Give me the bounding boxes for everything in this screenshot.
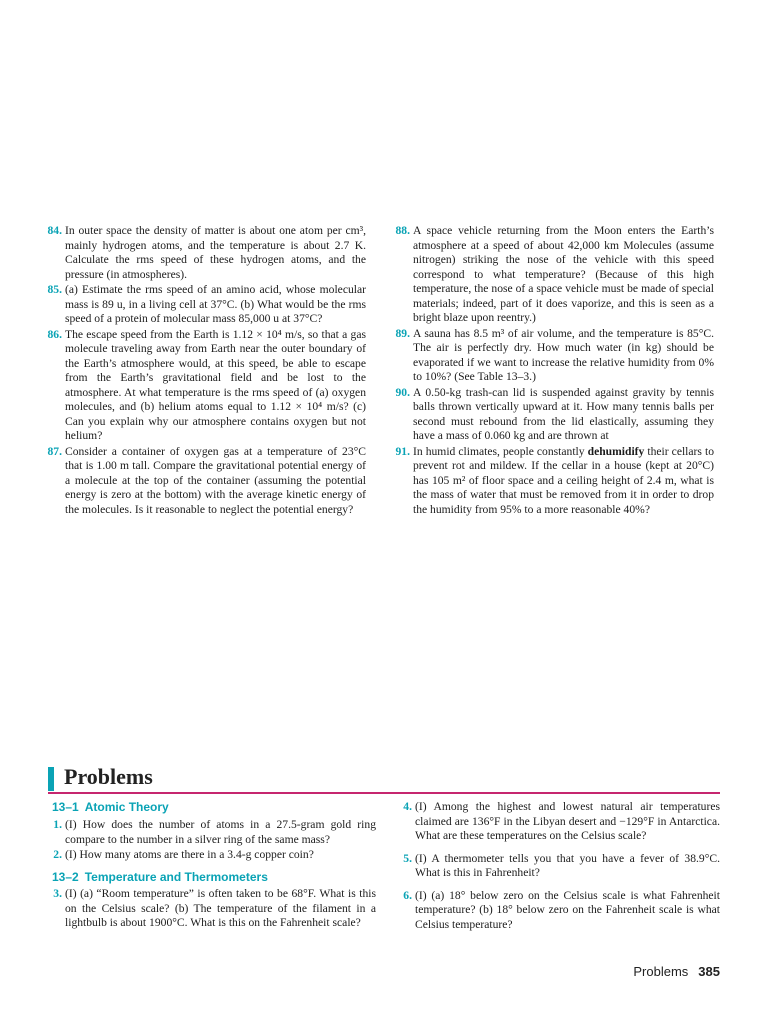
section-heading-13-2 bbox=[52, 870, 268, 884]
problem-number: 6. bbox=[403, 888, 412, 902]
problems-header bbox=[48, 764, 720, 792]
problem-text: (I) Among the highest and lowest natural air temperatures claimed are 136°F in the Libyan desert and −129°F in Antarctica. What are these temperatures on the Celsius scale? bbox=[415, 800, 720, 842]
section-number: 13–1 bbox=[52, 800, 79, 814]
problem-number: 1. bbox=[53, 818, 62, 831]
problem-87 bbox=[42, 445, 366, 518]
problem-number: 87. bbox=[47, 444, 62, 458]
problems-title: Problems bbox=[64, 764, 153, 789]
problem-text: A space vehicle returning from the Moon enters the Earth’s atmosphere at a speed of about 42,000 km Molecules (assume nitrogen) striking the nose of the vehicle with this speed correspond to what temperature? (Because of this high temperature, the nose of a space vehicle must be made of special materials; indeed, part of it does vaporize, and this is seen as a bright blaze upon reentry.) bbox=[413, 224, 714, 324]
page-footer bbox=[633, 964, 720, 979]
footer-label: Problems bbox=[633, 964, 689, 979]
section-title: Temperature and Thermometers bbox=[84, 870, 268, 884]
problem-6 bbox=[392, 889, 720, 933]
bold-term: dehumidify bbox=[587, 444, 645, 458]
problem-85 bbox=[42, 283, 366, 327]
problem-text: (I) A thermometer tells you that you have a fever of 38.9°C. What is this in Fahrenheit? bbox=[415, 851, 720, 879]
problem-text: (a) Estimate the rms speed of an amino acid, whose molecular mass is 89 u, in a living cell at 37°C. (b) What would be the rms speed of a protein of molecular mass 85,000 u at 37°C? bbox=[65, 283, 366, 325]
problem-text-before: In humid climates, people constantly bbox=[413, 444, 588, 458]
problem-89 bbox=[390, 327, 714, 385]
header-rule bbox=[48, 792, 720, 794]
problem-text: A 0.50-kg trash-can lid is suspended against gravity by tennis balls thrown vertically upward at it. How many tennis balls per second must rebound from the lid elastically, assuming they have a mass of 0.060 kg and are thrown at bbox=[413, 385, 714, 442]
section-heading-13-1 bbox=[52, 800, 169, 814]
section-13-1-problems bbox=[42, 818, 376, 863]
problem-number: 2. bbox=[53, 848, 62, 861]
problem-90 bbox=[390, 386, 714, 444]
problem-number: 88. bbox=[395, 224, 410, 237]
problem-2 bbox=[42, 848, 376, 863]
general-problems-right-column bbox=[390, 224, 714, 517]
problem-text: A sauna has 8.5 m³ of air volume, and the temperature is 85°C. The air is perfectly dry. How much water (in kg) should be evaporated if we want to increase the relative humidity from 0% to 10%? (See Table 13–3.) bbox=[413, 326, 714, 383]
problem-3 bbox=[42, 887, 376, 931]
problem-number: 84. bbox=[47, 224, 62, 237]
problem-1 bbox=[42, 818, 376, 847]
page-number: 385 bbox=[698, 964, 720, 979]
problem-text bbox=[413, 445, 714, 518]
problem-text: (I) (a) 18° below zero on the Celsius scale is what Fahrenheit temperature? (b) 18° below zero on the Fahrenheit scale is what Celsius temperature? bbox=[415, 888, 720, 931]
problem-88 bbox=[390, 224, 714, 326]
problem-number: 85. bbox=[47, 283, 62, 296]
problem-text: The escape speed from the Earth is 1.12 × 10⁴ m/s, so that a gas molecule traveling away from Earth near the outer boundary of the Earth’s atmosphere would, at this speed, be able to escape from the Earth’s gravitational field and be lost to the atmosphere. At what temperature is the rms speed of (a) oxygen molecules, and (b) helium atoms equal to 1.12 × 10⁴ m/s? (c) Can you explain why our atmosphere contains oxygen but not helium? bbox=[65, 327, 366, 442]
problem-text: (I) How does the number of atoms in a 27.5-gram gold ring compare to the number in a silver ring of the same mass? bbox=[65, 818, 376, 846]
section-number: 13–2 bbox=[52, 870, 79, 884]
general-problems-left-column bbox=[42, 224, 366, 517]
problem-84 bbox=[42, 224, 366, 282]
problem-number: 5. bbox=[403, 851, 412, 865]
problem-text: (I) (a) “Room temperature” is often taken to be 68°F. What is this on the Celsius scale? (b) The temperature of the filament in a lightbulb is about 1900°C. What is this on the Fahrenheit scale? bbox=[65, 887, 376, 929]
problems-right-column bbox=[392, 800, 720, 932]
problem-number: 89. bbox=[395, 326, 410, 340]
section-13-2-problems bbox=[42, 887, 376, 931]
header-accent-bar bbox=[48, 767, 54, 791]
problem-text: (I) How many atoms are there in a 3.4-g copper coin? bbox=[65, 848, 314, 861]
problem-text: Consider a container of oxygen gas at a temperature of 23°C that is 1.00 m tall. Compare the gravitational potential energy of a molecule at the top of the container (assuming the potential energy is zero at the bottom) with the average kinetic energy of the molecules. Is it reasonable to neglect the potential energy? bbox=[65, 444, 366, 516]
problem-number: 90. bbox=[395, 385, 410, 399]
problem-number: 86. bbox=[47, 327, 62, 341]
problem-86 bbox=[42, 328, 366, 444]
section-title: Atomic Theory bbox=[84, 800, 169, 814]
problem-5 bbox=[392, 852, 720, 881]
problem-4 bbox=[392, 800, 720, 844]
problem-text-after: their cellars to prevent rot and mildew. If the cellar in a house (kept at 20°C) has 105 m² of floor space and a ceiling height of 2.4 m, what is the mass of water that must be removed from it in order to drop the humidity from 95% to a more reasonable 40%? bbox=[413, 444, 714, 516]
problem-91 bbox=[390, 445, 714, 518]
problem-number: 91. bbox=[395, 444, 410, 458]
problem-text: In outer space the density of matter is about one atom per cm³, mainly hydrogen atoms, and the temperature is about 2.7 K. Calculate the rms speed of these hydrogen atoms, and the pressure (in atmospheres). bbox=[65, 224, 366, 281]
problem-number: 4. bbox=[403, 800, 412, 813]
problem-number: 3. bbox=[53, 887, 62, 900]
